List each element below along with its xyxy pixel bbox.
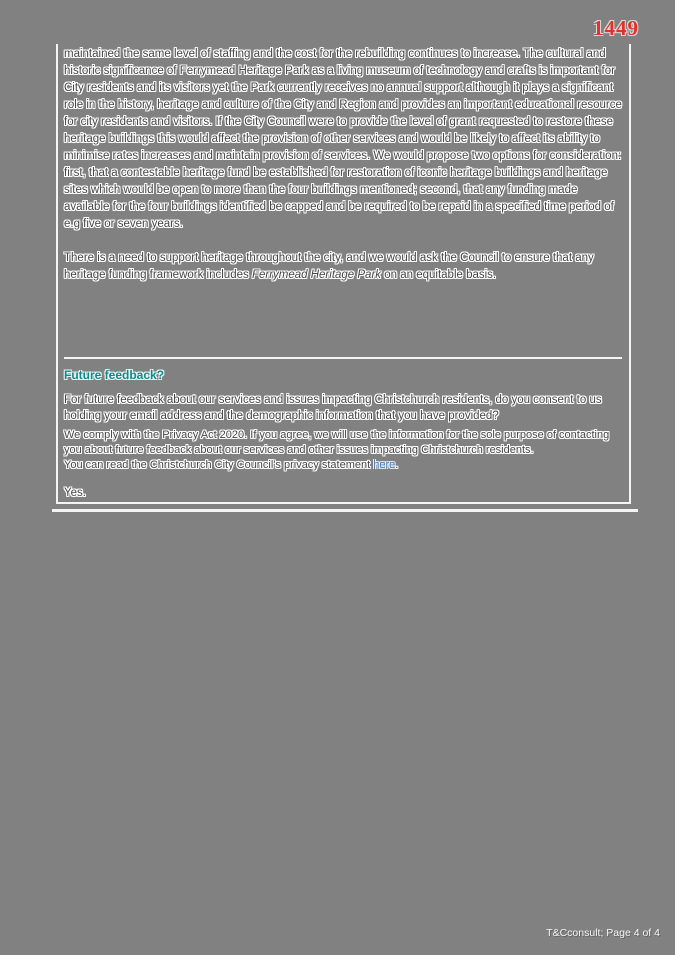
ferrymead-heritage-park-italic: Ferrymead Heritage Park	[251, 269, 382, 281]
section-divider	[64, 357, 622, 359]
privacy-consent-text: We comply with the Privacy Act 2020. If you agree, we will use the information for the sole purpose of contacting you about future feedback about our services and other issues impacting Christchurch residents.	[64, 429, 610, 456]
future-feedback-question: For future feedback about our services and issues impacting Christchurch residents, do you consent to us holding your email address and the demographic information that you have provided?	[64, 394, 602, 422]
privacy-statement-block	[64, 428, 622, 473]
future-feedback-heading: Future feedback?	[64, 368, 165, 382]
submission-paragraph-2	[64, 250, 622, 284]
submission-paragraph-2-text: There is a need to support heritage throughout the city, and we would ask the Council to ensure that any heritage funding framework includes	[64, 252, 594, 281]
page-divider-rule	[52, 509, 638, 512]
privacy-link-line-text: You can read the Christchurch City Council's privacy statement	[64, 459, 374, 471]
submission-paragraph-2-end: on an equitable basis.	[381, 269, 497, 281]
submission-paragraph-1: maintained the same level of staffing and the cost for the rebuilding continues to increase. The cultural and historic significance of Ferrymead Heritage Park as a living museum of technology and crafts is important for City residents and its visitors yet the Park currently receives no annual support although it plays a significant role in the history, heritage and culture of the City and Region and provides an important educational resource for city residents and visitors. If the City Council were to provide the level of grant requested to restore these heritage buildings this would affect the provision of other services and would be likely to affect its ability to minimise rates increases and maintain provision of services. We would propose two options for consideration: first, that a contestable heritage fund be established for restoration of iconic heritage buildings and heritage sites which would be open to more than the four buildings mentioned; second, that any funding made available for the four buildings identified be capped and be required to be repaid in a specified time period of e.g five or seven years.	[64, 48, 622, 230]
privacy-link-line-period: .	[395, 459, 399, 471]
page-footer: T&Cconsult; Page 4 of 4	[546, 927, 660, 939]
consent-answer: Yes.	[64, 487, 86, 499]
submission-text-panel	[56, 44, 631, 504]
privacy-statement-link[interactable]: here	[373, 459, 396, 471]
privacy-link-line	[64, 458, 622, 473]
page-number-stamp: 1449	[593, 16, 639, 40]
